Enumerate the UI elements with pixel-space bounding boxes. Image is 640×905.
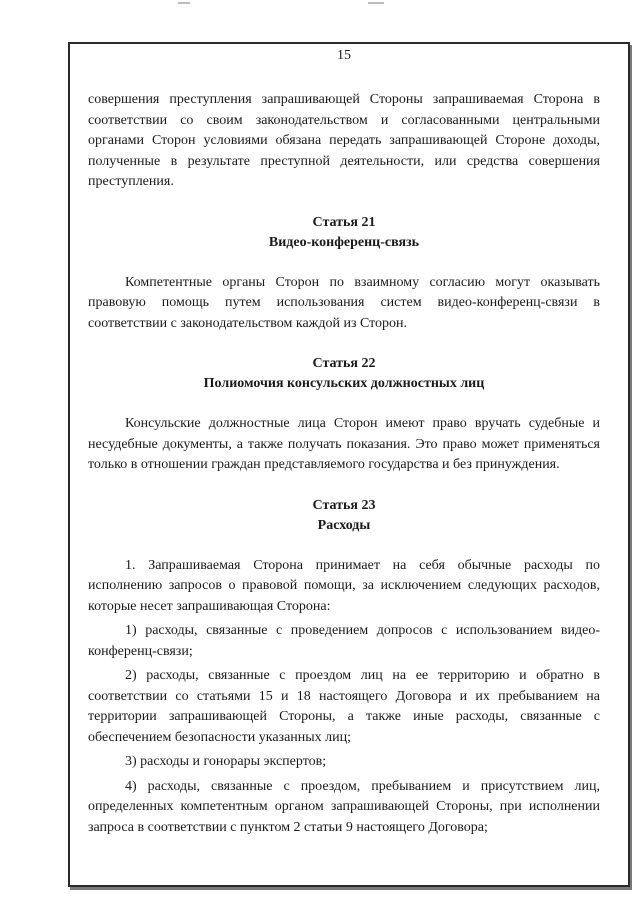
article-paragraph: 1. Запрашиваемая Сторона принимает на себя обычные расходы по исполнению запросов о правовой помощи, за исключением следующих расходов, которые несет запрашивающая Сторона:: [88, 557, 600, 614]
article-heading: Статья 23: [312, 497, 376, 513]
list-item: 2) расходы, связанные с проездом лиц на ее территорию и обратно в соответствии со статьями 15 и 18 настоящего Договора и их пребыванием на территории запрашивающей Стороны, а также иные расходы, связанные с обеспечением безопасности указанных лиц;: [88, 668, 600, 745]
article-21: [88, 213, 600, 335]
article-22: [88, 354, 600, 476]
scan-mark-left: [178, 2, 190, 4]
intro-paragraph: совершения преступления запрашивающей Стороны запрашиваемая Сторона в соответствии со своим законодательством и согласованными центральными органами Сторон условиями обязана передать запрашивающей Стороне доходы, полученные в результате преступной деятельности, или средства совершения преступления.: [88, 92, 600, 189]
article-title: Расходы: [317, 517, 371, 533]
page-content: [88, 48, 600, 838]
article-heading: Статья 22: [312, 356, 376, 371]
article-heading: Статья 21: [312, 214, 376, 230]
list-item: 1) расходы, связанные с проведением допросов с использованием видео-конференц-связи;: [88, 623, 600, 659]
article-paragraph: Компетентные органы Сторон по взаимному согласию могут оказывать правовую помощь путем использования систем видео-конференц-связи в соответствии с законодательством каждой из Сторон.: [88, 274, 600, 331]
article-title: Видео-конференц-связь: [268, 234, 420, 250]
article-title: Полиомочия консульских должностных лиц: [203, 376, 485, 391]
list-item: 4) расходы, связанные с проездом, пребыванием и присутствием лиц, определенных компетентным органом запрашивающей Стороны, при исполнении запроса в соответствии с пунктом 2 статьи 9 настоящего Договора;: [88, 778, 600, 835]
article-23: [88, 496, 600, 839]
article-paragraph: Консульские должностные лица Сторон имеют право вручать судебные и несудебные документы, а также получать показания. Это право может применяться только в отношении граждан представляемого государства и без принуждения.: [88, 416, 600, 472]
scan-mark-right: [368, 2, 384, 4]
page-number: 15: [337, 48, 351, 63]
list-item: 3) расходы и гонорары экспертов;: [125, 754, 327, 769]
